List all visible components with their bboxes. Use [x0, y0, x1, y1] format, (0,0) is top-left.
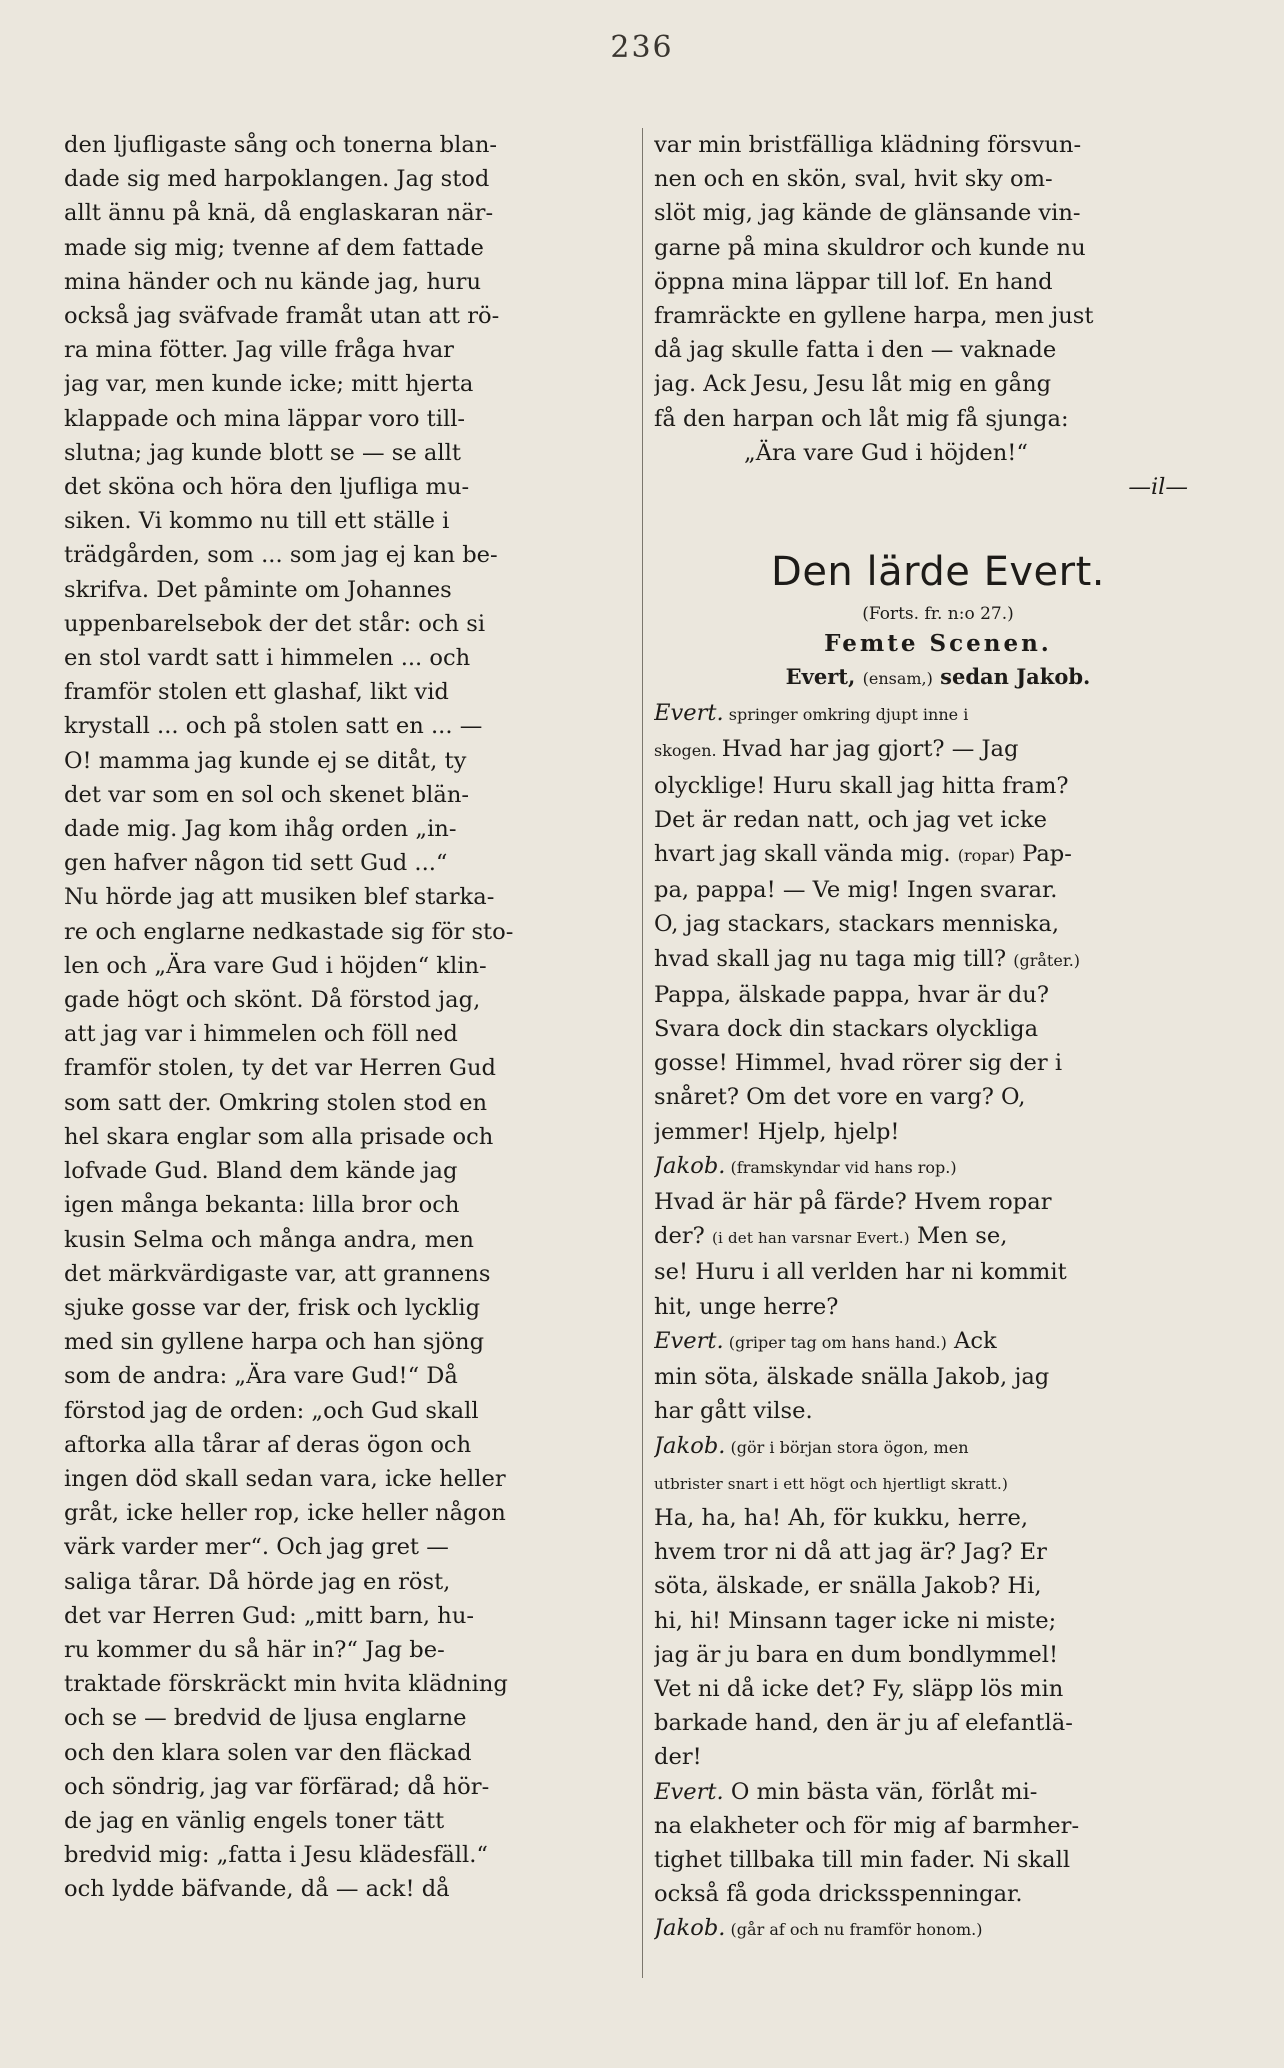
text-line: som satt der. Omkring stolen stod en [64, 1089, 488, 1116]
text-line: jag. Ack Jesu, Jesu låt mig en gång [654, 371, 1052, 398]
dialogue-text: na elakheter och för mig af barmher- [654, 1812, 1080, 1839]
dialogue-text: Hvad har jag gjort? — Jag [721, 736, 1019, 763]
dialogue-line [654, 837, 1222, 873]
stage-direction: (i det han varsnar Evert.) [711, 1229, 910, 1248]
stage-direction: springer omkring djupt inne i [723, 705, 969, 725]
dialogue-line [654, 1360, 1222, 1394]
dialogue-line [654, 1843, 1222, 1877]
dialogue-text: hvad skall jag nu taga mig till? [654, 945, 1014, 972]
dialogue-line [654, 1149, 1222, 1185]
text-line: trädgården, som ... som jag ej kan be- [64, 542, 498, 569]
dialogue-text: jag är ju bara en dum bondlymmel! [654, 1641, 1059, 1668]
text-line: den ljufligaste sång och tonerna blan- [64, 132, 498, 158]
stage-direction: (framskyndar vid hans rop.) [725, 1157, 957, 1177]
text-line: klappade och mina läppar voro till- [64, 405, 466, 432]
quote-line: „Ära vare Gud i höjden!“ [744, 439, 1028, 466]
text-line: Nu hörde jag att musiken blef starka- [64, 884, 495, 911]
cast-evert: Evert, [785, 664, 863, 690]
text-line: en stol vardt satt i himmelen ... och [64, 645, 471, 672]
text-line: dade sig med harpoklangen. Jag stod [64, 166, 490, 193]
text-line: saliga tårar. Då hörde jag en röst, [64, 1568, 451, 1595]
text-line: med sin gyllene harpa och han sjöng [64, 1329, 485, 1356]
dialogue-text: söta, älskade, er snälla Jakob? Hi, [654, 1573, 1042, 1600]
dialogue-text: tighet tillbaka till min fader. Ni skall [654, 1846, 1071, 1873]
scene-heading: Femte Scenen. [824, 630, 1052, 658]
dialogue-line [654, 1324, 1222, 1360]
text-line: nen och en skön, sval, hvit sky om- [654, 166, 1053, 193]
text-line: krystall ... och på stolen satt en ... — [64, 713, 483, 740]
dialogue-text: gosse! Himmel, hvad rörer sig der i [654, 1050, 1063, 1077]
dialogue-line [654, 732, 1222, 768]
cast-jakob: sedan Jakob. [932, 664, 1091, 690]
dialogue-line [654, 1740, 1222, 1774]
text-line: uppenbarelsebok der det står: och si [64, 610, 486, 637]
dialogue-text: O, jag stackars, stackars menniska, [654, 911, 1059, 938]
dialogue-text: Hvad är här på färde? Hvem ropar [654, 1189, 1052, 1216]
stage-direction: (gör i början stora ögon, men [725, 1437, 969, 1457]
text-line: slöt mig, jag kände de glänsande vin- [654, 200, 1081, 227]
text-line: O! mamma jag kunde ej se ditåt, ty [64, 747, 467, 774]
text-line: re och englarne nedkastade sig för sto- [64, 918, 514, 945]
text-line: gen hafver någon tid sett Gud ...“ [64, 850, 448, 877]
dialogue-text: der? [654, 1223, 712, 1250]
text-line: och söndrig, jag var förfärad; då hör- [64, 1773, 490, 1800]
speaker-name: Evert. [654, 700, 724, 727]
dialogue-line [654, 1775, 1222, 1809]
text-line: det märkvärdigaste var, att grannens [64, 1260, 491, 1287]
text-line: och den klara solen var den fläckad [64, 1739, 472, 1766]
text-line: mina händer och nu kände jag, huru [64, 268, 482, 295]
dialogue-line [654, 978, 1222, 1012]
page-number: 236 [610, 30, 674, 65]
text-line: värk varder mer“. Och jag gret — [64, 1534, 449, 1561]
dialogue-text: Men se, [909, 1223, 1008, 1250]
dialogue-line [654, 1219, 1222, 1255]
dialogue-text: se! Huru i all verlden har ni kommit [654, 1259, 1067, 1286]
dialogue-text: O min bästa vän, förlåt mi- [723, 1778, 1038, 1805]
text-line: sjuke gosse var der, frisk och lycklig [64, 1294, 481, 1321]
text-line: det sköna och höra den ljufliga mu- [64, 474, 470, 501]
dialogue-text: jemmer! Hjelp, hjelp! [654, 1118, 900, 1145]
speaker-name: Jakob. [654, 1432, 726, 1459]
dialogue-line [654, 1535, 1222, 1569]
dialogue-text: hvart jag skall vända mig. [654, 841, 958, 868]
dialogue-line [654, 1012, 1222, 1046]
dialogue-line [654, 942, 1222, 978]
cast-line [654, 660, 1222, 696]
dialogue-text: olycklige! Huru skall jag hitta fram? [654, 772, 1069, 799]
stage-direction: (griper tag om hans hand.) [723, 1332, 947, 1352]
speaker-name: Evert. [654, 1327, 724, 1354]
dialogue-text: der! [654, 1744, 702, 1771]
speaker-name: Evert. [654, 1778, 724, 1805]
dialogue-line [654, 803, 1222, 837]
stage-direction: (går af och nu framför honom.) [725, 1920, 983, 1940]
dialogue-text: hit, unge herre? [654, 1293, 839, 1320]
dialogue-text: Ha, ha, ha! Ah, för kukku, herre, [654, 1504, 1028, 1531]
dialogue-text: Svara dock din stackars olyckliga [654, 1016, 1039, 1043]
dialogue-line [654, 1429, 1222, 1465]
stage-direction: (ropar) [957, 846, 1015, 866]
dialogue-line [654, 769, 1222, 803]
text-line: också jag sväfvade framåt utan att rö- [64, 303, 500, 330]
text-line: slutna; jag kunde blott se — se allt [64, 439, 461, 466]
text-line: det var som en sol och skenet blän- [64, 781, 469, 808]
dialogue-text: pa, pappa! — Ve mig! Ingen svarar. [654, 877, 1058, 904]
dialogue-line [654, 1080, 1222, 1114]
text-line: det var Herren Gud: „mitt barn, hu- [64, 1602, 475, 1629]
dialogue-text: Vet ni då icke det? Fy, släpp lös min [654, 1675, 1064, 1702]
right-column-text [654, 128, 1222, 436]
text-line: made sig mig; tvenne af dem fattade [64, 234, 484, 261]
dialogue-line [654, 1877, 1222, 1911]
cast-alone-note: (ensam,) [862, 669, 933, 689]
text-line: ra mina fötter. Jag ville fråga hvar [64, 337, 454, 364]
dialogue-line [654, 1809, 1222, 1843]
dialogue-text: också få goda dricksspenningar. [654, 1881, 1023, 1908]
dialogue-line [654, 1046, 1222, 1080]
text-line: som de andra: „Ära vare Gud!“ Då [64, 1363, 458, 1390]
text-line: att jag var i himmelen och föll ned [64, 1021, 458, 1048]
dialogue-line [654, 1501, 1222, 1535]
text-line: siken. Vi kommo nu till ett ställe i [64, 508, 450, 535]
text-line: öppna mina läppar till lof. En hand [654, 268, 1053, 295]
text-line: aftorka alla tårar af deras ögon och [64, 1431, 472, 1458]
text-line: jag var, men kunde icke; mitt hjerta [64, 371, 474, 398]
dialogue-line [654, 1604, 1222, 1638]
dialogue-line [654, 1569, 1222, 1603]
dialogue-text: Pap- [1014, 841, 1072, 868]
text-line: och lydde bäfvande, då — ack! då [64, 1876, 450, 1903]
continued-note: (Forts. fr. n:o 27.) [862, 604, 1014, 625]
stage-direction: skogen. [654, 741, 722, 761]
dialogue-line [654, 1290, 1222, 1324]
play-title: Den lärde Evert. [771, 549, 1105, 596]
dialogue-line [654, 1465, 1222, 1501]
text-line: kusin Selma och många andra, men [64, 1226, 474, 1253]
text-line: ingen död skall sedan vara, icke heller [64, 1465, 506, 1492]
dialogue-text: snåret? Om det vore en varg? O, [654, 1084, 1026, 1111]
stage-direction: utbrister snart i ett högt och hjertligt skratt.) [654, 1474, 1009, 1493]
text-line: var min bristfälliga klädning försvun- [654, 132, 1082, 158]
dialogue-line [654, 873, 1222, 907]
text-line: då jag skulle fatta i den — vaknade [654, 337, 1057, 364]
text-line: igen många bekanta: lilla bror och [64, 1192, 460, 1219]
dialogue-text: Det är redan natt, och jag vet icke [654, 806, 1048, 833]
text-line: och se — bredvid de ljusa englarne [64, 1705, 467, 1732]
column-divider [642, 128, 643, 1978]
dialogue-text: hi, hi! Minsann tager icke ni miste; [654, 1607, 1057, 1634]
dialogue-text: Ack [946, 1327, 997, 1354]
dialogue-line [654, 1672, 1222, 1706]
text-line: gråt, icke heller rop, icke heller någon [64, 1500, 506, 1527]
dialogue-line [654, 1255, 1222, 1289]
speaker-name: Jakob. [654, 1915, 726, 1942]
dialogue-text: hvem tror ni då att jag är? Jag? Er [654, 1539, 1047, 1566]
right-column [654, 128, 1222, 1948]
text-line: få den harpan och låt mig få sjunga: [654, 405, 1069, 432]
dialogue [654, 696, 1222, 1947]
text-line: bredvid mig: „fatta i Jesu klädesfäll.“ [64, 1842, 488, 1869]
dialogue-line [654, 696, 1222, 732]
text-line: hel skara englar som alla prisade och [64, 1123, 494, 1150]
text-line: framför stolen ett glashaf, likt vid [64, 679, 449, 706]
dialogue-text: min söta, älskade snälla Jakob, jag [654, 1364, 1050, 1391]
dialogue-line [654, 1706, 1222, 1740]
text-line: framräckte en gyllene harpa, men just [654, 303, 1094, 330]
text-line: de jag en vänlig engels toner tätt [64, 1807, 445, 1834]
left-column [64, 128, 632, 1907]
text-line: lofvade Gud. Bland dem kände jag [64, 1158, 458, 1185]
dialogue-line [654, 907, 1222, 941]
dialogue-line [654, 1185, 1222, 1219]
signature: —il— [1128, 474, 1188, 501]
text-line: framför stolen, ty det var Herren Gud [64, 1055, 496, 1082]
speaker-name: Jakob. [654, 1152, 726, 1179]
dialogue-line [654, 1638, 1222, 1672]
text-line: garne på mina skuldror och kunde nu [654, 234, 1086, 261]
dialogue-text: barkade hand, den är ju af elefantlä- [654, 1710, 1073, 1737]
dialogue-line [654, 1115, 1222, 1149]
dialogue-line [654, 1394, 1222, 1428]
text-line: dade mig. Jag kom ihåg orden „in- [64, 816, 457, 843]
text-line: traktade förskräckt min hvita klädning [64, 1671, 508, 1698]
stage-direction: (gråter.) [1013, 950, 1081, 970]
text-line: ru kommer du så här in?“ Jag be- [64, 1636, 445, 1663]
text-line: skrifva. Det påminte om Johannes [64, 576, 452, 603]
text-line: förstod jag de orden: „och Gud skall [64, 1397, 479, 1424]
text-line: allt ännu på knä, då englaskaran när- [64, 200, 494, 227]
text-line: len och „Ära vare Gud i höjden“ klin- [64, 952, 487, 979]
dialogue-line [654, 1911, 1222, 1947]
dialogue-text: Pappa, älskade pappa, hvar är du? [654, 981, 1049, 1008]
text-line: gade högt och skönt. Då förstod jag, [64, 987, 481, 1014]
dialogue-text: har gått vilse. [654, 1398, 813, 1425]
